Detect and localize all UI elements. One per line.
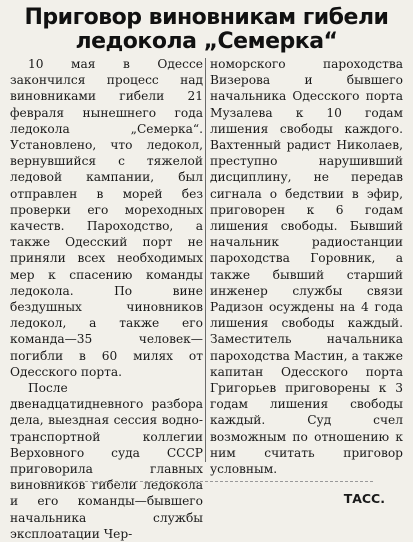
article-paragraph: После двенадцатидневного разбора дела, выездная сессия водно-транспортной коллегии Верховного суда СССР приговорила главных виновников гибели ледокола и его команды—бывшего начальника службы эксплоатации Чер-: [10, 381, 203, 541]
article-paragraph: номорского пароходства Визерова и бывшего начальника Одесского порта Музалева к 10 годам лишения свободы каждого. Вахтенный радист Николаев, преступно нарушивший дисциплину, не передав сигнала о бедствии в эфир, приговорен к 6 годам лишения свободы. Бывший начальник радиостанции пароходства Горовник, а также бывший старший инженер службы связи Радизон осуждены на 4 года лишения свободы каждый. Заместитель начальника пароходства Мастин, а также капитан Одесского порта Григорьев приговорены к 3 годам лишения свободы каждый. Суд счел возможным по отношению к ним считать приговор условным.: [209, 57, 403, 477]
agency-signature: ТАСС.: [343, 491, 385, 507]
article-column-right: [206, 56, 403, 507]
article-columns: [10, 56, 403, 541]
article-paragraph: 10 мая в Одессе закончился процесс над виновниками гибели 21 февраля нынешнего года ледокола „Семерка“. Установлено, что ледокол, вернувшийся с тяжелой ледовой кампании, был отправлен в морей без проверки его мореходных качеств. Пароходство, а также Одесский порт не приняли всех необходимых мер к спасению команды ледокола. По вине бездушных чиновников ледокол, а также его команда—35 человек—погибли в 60 милях от Одесского порта.: [10, 57, 203, 379]
article-column-left: [10, 56, 205, 541]
headline-line-1: Приговор виновникам гибели: [24, 5, 389, 30]
headline-line-2: ледокола „Семерка“: [75, 29, 338, 54]
headline: [10, 6, 403, 54]
bottom-rule: [40, 481, 373, 486]
